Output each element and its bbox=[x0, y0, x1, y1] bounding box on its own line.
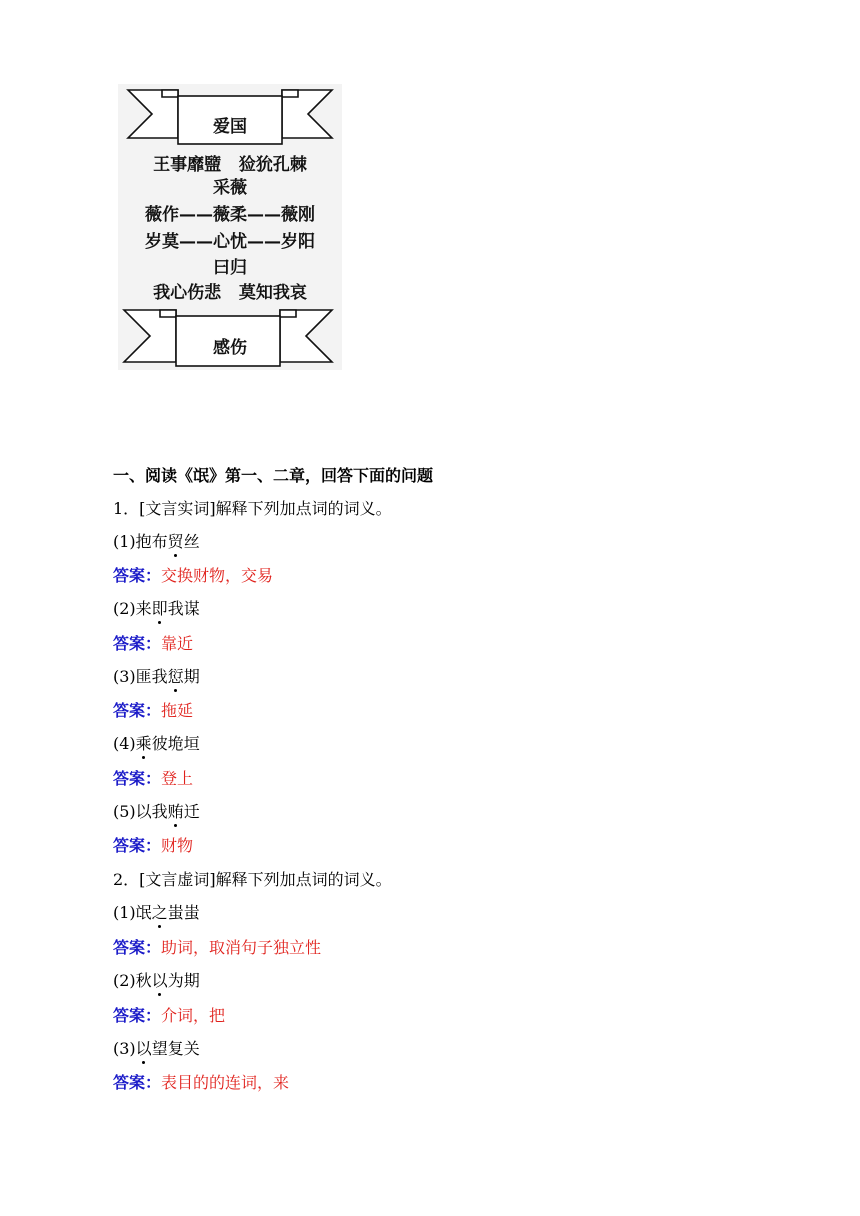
q2-answer-3 bbox=[113, 1073, 289, 1093]
q1-item-2 bbox=[113, 599, 200, 619]
q2-heading: 2．[文言虚词]解释下列加点词的词义。 bbox=[113, 870, 392, 889]
q1-answer-5 bbox=[113, 836, 193, 856]
q1-item-1-suffix: 丝 bbox=[183, 532, 200, 551]
answer-label: 答案： bbox=[113, 769, 162, 788]
q1-item-2-dotted-word: 即 bbox=[151, 599, 168, 618]
q2-item-3-dotted-word: 以 bbox=[135, 1039, 152, 1058]
q2-item-1 bbox=[113, 903, 200, 923]
diagram-line-4: 岁莫——心忧——岁阳 bbox=[145, 232, 315, 252]
q2-item-1-dotted-word: 之 bbox=[151, 903, 168, 922]
q2-item-2-suffix: 为期 bbox=[167, 971, 200, 990]
q1-answer-4-text: 登上 bbox=[161, 769, 194, 788]
q1-answer-3 bbox=[113, 701, 193, 721]
answer-label: 答案： bbox=[113, 634, 162, 653]
answer-label: 答案： bbox=[113, 836, 162, 855]
answer-label: 答案： bbox=[113, 938, 162, 957]
answer-label: 答案： bbox=[113, 1006, 162, 1025]
q1-item-5 bbox=[113, 802, 200, 822]
q1-item-4-prefix: (4) bbox=[113, 734, 136, 753]
q1-item-5-suffix: 迁 bbox=[183, 802, 200, 821]
q1-answer-1 bbox=[113, 566, 273, 586]
q1-item-4 bbox=[113, 734, 200, 754]
q1-item-2-suffix: 我谋 bbox=[167, 599, 200, 618]
q1-answer-1-text: 交换财物，交易 bbox=[161, 566, 274, 585]
diagram-line-3: 薇作——薇柔——薇刚 bbox=[145, 205, 315, 225]
q2-item-2-prefix: (2)秋 bbox=[113, 971, 152, 990]
diagram-line-6: 我心伤悲 莫知我哀 bbox=[153, 283, 307, 303]
q2-answer-2 bbox=[113, 1006, 225, 1026]
q1-item-1 bbox=[113, 532, 200, 552]
q1-item-5-prefix: (5)以我 bbox=[113, 802, 168, 821]
answer-label: 答案： bbox=[113, 566, 162, 585]
q1-item-5-dotted-word: 贿 bbox=[167, 802, 184, 821]
q1-answer-2 bbox=[113, 634, 193, 654]
q2-answer-1 bbox=[113, 938, 321, 958]
answer-label: 答案： bbox=[113, 701, 162, 720]
poem-structure-diagram bbox=[118, 84, 342, 370]
q1-item-4-dotted-word: 乘 bbox=[135, 734, 152, 753]
top-banner bbox=[118, 86, 342, 146]
q2-answer-2-text: 介词，把 bbox=[161, 1006, 226, 1025]
q2-item-3-suffix: 望复关 bbox=[151, 1039, 200, 1058]
diagram-line-5: 曰归 bbox=[213, 258, 247, 278]
q1-item-3-prefix: (3)匪我 bbox=[113, 667, 168, 686]
q2-answer-3-text: 表目的的连词，来 bbox=[161, 1073, 290, 1092]
q1-item-1-prefix: (1)抱布 bbox=[113, 532, 168, 551]
top-banner-label: 爱国 bbox=[213, 117, 247, 137]
q1-item-3 bbox=[113, 667, 200, 687]
q2-item-1-suffix: 蚩蚩 bbox=[167, 903, 200, 922]
q1-item-1-dotted-word: 贸 bbox=[167, 532, 184, 551]
q1-answer-3-text: 拖延 bbox=[161, 701, 194, 720]
q1-answer-4 bbox=[113, 769, 193, 789]
q1-item-4-suffix: 彼垝垣 bbox=[151, 734, 200, 753]
q2-item-3-prefix: (3) bbox=[113, 1039, 136, 1058]
q2-item-3 bbox=[113, 1039, 200, 1059]
bottom-banner bbox=[118, 306, 342, 368]
q1-answer-5-text: 财物 bbox=[161, 836, 194, 855]
section-title: 一、阅读《氓》第一、二章，回答下面的问题 bbox=[113, 466, 434, 485]
q1-heading: 1．[文言实词]解释下列加点词的词义。 bbox=[113, 499, 392, 518]
q2-item-2 bbox=[113, 971, 200, 991]
bottom-banner-label: 感伤 bbox=[213, 338, 247, 358]
q2-item-2-dotted-word: 以 bbox=[151, 971, 168, 990]
answer-label: 答案： bbox=[113, 1073, 162, 1092]
diagram-line-2: 采薇 bbox=[213, 178, 247, 198]
q1-item-3-suffix: 期 bbox=[183, 667, 200, 686]
q2-answer-1-text: 助词，取消句子独立性 bbox=[161, 938, 322, 957]
diagram-line-1: 王事靡盬 猃狁孔棘 bbox=[153, 155, 307, 175]
q1-answer-2-text: 靠近 bbox=[161, 634, 194, 653]
q2-item-1-prefix: (1)氓 bbox=[113, 903, 152, 922]
q1-item-2-prefix: (2)来 bbox=[113, 599, 152, 618]
q1-item-3-dotted-word: 愆 bbox=[167, 667, 184, 686]
